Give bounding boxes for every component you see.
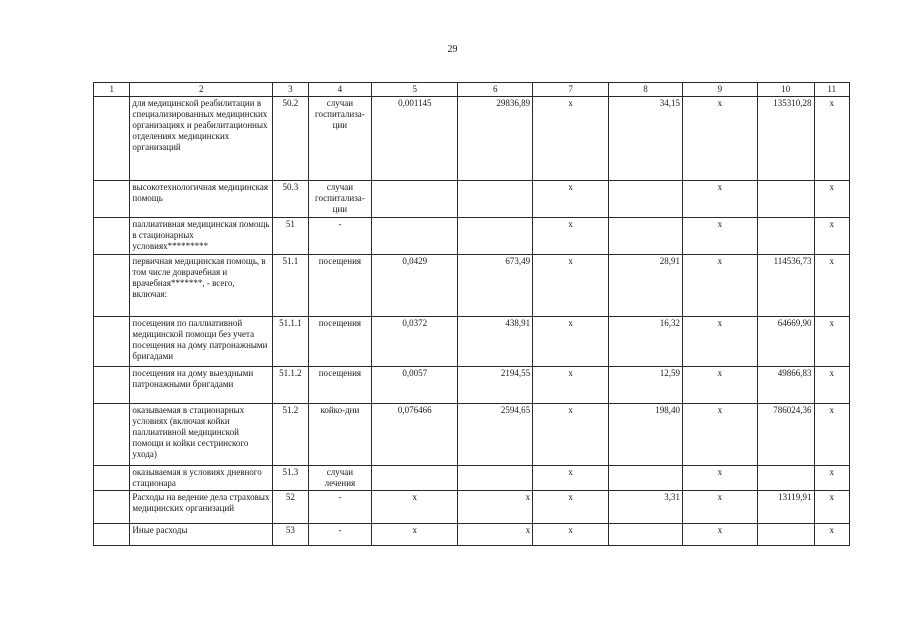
cell-col-9: х <box>682 255 757 317</box>
cell-col-6 <box>458 181 533 218</box>
cell-col-9: х <box>682 524 757 546</box>
cell-row-number: 50.3 <box>273 181 308 218</box>
table-row <box>94 97 850 181</box>
cell-col-7: х <box>533 218 609 255</box>
cell-col-7: х <box>533 466 609 491</box>
cell-col-10: 64669,90 <box>757 317 814 367</box>
table-row <box>94 367 850 404</box>
cell-col-9: х <box>682 218 757 255</box>
cell-col-6: 673,49 <box>458 255 533 317</box>
cell-col-10 <box>757 181 814 218</box>
cell-row-number: 51.2 <box>273 404 308 466</box>
table-row <box>94 466 850 491</box>
cell-unit: - <box>308 491 372 524</box>
cell-col-9: х <box>682 404 757 466</box>
header-cell: 2 <box>130 83 273 97</box>
cell-col-9: х <box>682 491 757 524</box>
cell-col-8: 16,32 <box>609 317 683 367</box>
cell-unit: посещения <box>308 367 372 404</box>
cell-col-6 <box>458 466 533 491</box>
cell-col-8: 28,91 <box>609 255 683 317</box>
cell-index <box>94 317 130 367</box>
cell-col-11: х <box>814 404 850 466</box>
cell-unit: посещения <box>308 317 372 367</box>
cell-col-7: х <box>533 491 609 524</box>
cell-col-5 <box>372 181 458 218</box>
cell-index <box>94 255 130 317</box>
cell-description: посещения на дому выездными патронажными бригадами <box>130 367 273 404</box>
cell-col-9: х <box>682 181 757 218</box>
cell-col-9: х <box>682 367 757 404</box>
cell-col-6: 438,91 <box>458 317 533 367</box>
header-cell: 8 <box>609 83 683 97</box>
cell-description: высокотехнологичная медицинская помощь <box>130 181 273 218</box>
cell-col-5: 0,076466 <box>372 404 458 466</box>
cell-description: первичная медицинская помощь, в том числе доврачебная и врачебная*******, - всего, включая: <box>130 255 273 317</box>
cell-col-8: 34,15 <box>609 97 683 181</box>
cell-col-6: х <box>458 491 533 524</box>
cell-row-number: 51.3 <box>273 466 308 491</box>
cell-col-11: х <box>814 181 850 218</box>
header-cell: 11 <box>814 83 850 97</box>
cell-col-6: 2594,65 <box>458 404 533 466</box>
cell-col-5 <box>372 218 458 255</box>
cell-col-5: 0,0429 <box>372 255 458 317</box>
cell-unit: - <box>308 524 372 546</box>
cell-col-11: х <box>814 524 850 546</box>
cell-description: Иные расходы <box>130 524 273 546</box>
cell-description: паллиативная медицинская помощь в стационарных условиях********* <box>130 218 273 255</box>
cell-row-number: 51.1 <box>273 255 308 317</box>
cell-row-number: 53 <box>273 524 308 546</box>
cell-col-8: 3,31 <box>609 491 683 524</box>
cell-index <box>94 367 130 404</box>
cell-col-6: х <box>458 524 533 546</box>
cell-col-8 <box>609 181 683 218</box>
cell-col-5: 0,0372 <box>372 317 458 367</box>
cell-col-7: х <box>533 524 609 546</box>
cell-col-6: 2194,55 <box>458 367 533 404</box>
header-row <box>94 83 850 97</box>
cell-unit: - <box>308 218 372 255</box>
header-cell: 7 <box>533 83 609 97</box>
cell-row-number: 51.1.2 <box>273 367 308 404</box>
cell-unit: случаи лечения <box>308 466 372 491</box>
cell-row-number: 50.2 <box>273 97 308 181</box>
cell-unit: посещения <box>308 255 372 317</box>
cell-col-5: 0,001145 <box>372 97 458 181</box>
header-cell: 1 <box>94 83 130 97</box>
cell-col-9: х <box>682 97 757 181</box>
cell-index <box>94 524 130 546</box>
cell-col-11: х <box>814 97 850 181</box>
cell-col-8 <box>609 218 683 255</box>
cell-index <box>94 97 130 181</box>
page-number: 29 <box>447 44 458 55</box>
cell-col-5: х <box>372 491 458 524</box>
cell-col-8: 198,40 <box>609 404 683 466</box>
header-cell: 5 <box>372 83 458 97</box>
table-row <box>94 491 850 524</box>
cell-col-5 <box>372 466 458 491</box>
cell-col-8 <box>609 466 683 491</box>
table-row <box>94 181 850 218</box>
cell-unit: случаи госпитализа-ции <box>308 181 372 218</box>
cell-col-10: 786024,36 <box>757 404 814 466</box>
cell-col-10 <box>757 466 814 491</box>
cell-col-6 <box>458 218 533 255</box>
cell-col-11: х <box>814 317 850 367</box>
cell-col-11: х <box>814 491 850 524</box>
cell-col-10 <box>757 524 814 546</box>
header-cell: 10 <box>757 83 814 97</box>
cell-col-7: х <box>533 97 609 181</box>
cell-col-10: 135310,28 <box>757 97 814 181</box>
cell-unit: случаи госпитализа-ции <box>308 97 372 181</box>
cell-index <box>94 404 130 466</box>
cell-col-7: х <box>533 255 609 317</box>
cell-col-10 <box>757 218 814 255</box>
table-row <box>94 218 850 255</box>
cell-description: посещения по паллиативной медицинской помощи без учета посещения на дому патронажными бригадами <box>130 317 273 367</box>
cell-index <box>94 466 130 491</box>
cell-description: оказываемая в стационарных условиях (включая койки паллиативной медицинской помощи и койки сестринского ухода) <box>130 404 273 466</box>
cell-row-number: 51.1.1 <box>273 317 308 367</box>
cell-col-9: х <box>682 317 757 367</box>
cell-col-11: х <box>814 218 850 255</box>
cell-col-7: х <box>533 367 609 404</box>
cell-col-11: х <box>814 255 850 317</box>
cell-index <box>94 218 130 255</box>
header-cell: 4 <box>308 83 372 97</box>
cell-description: для медицинской реабилитации в специализированных медицинских организациях и реабилитационных отделениях медицинских организаций <box>130 97 273 181</box>
cell-col-8: 12,59 <box>609 367 683 404</box>
cell-col-10: 114536,73 <box>757 255 814 317</box>
header-cell: 9 <box>682 83 757 97</box>
cell-description: оказываемая в условиях дневного стационара <box>130 466 273 491</box>
cell-col-10: 49866,83 <box>757 367 814 404</box>
cell-row-number: 52 <box>273 491 308 524</box>
cell-col-9: х <box>682 466 757 491</box>
cell-col-7: х <box>533 404 609 466</box>
table-row <box>94 524 850 546</box>
cell-col-11: х <box>814 466 850 491</box>
table-row <box>94 255 850 317</box>
cell-col-5: х <box>372 524 458 546</box>
cell-col-6: 29836,89 <box>458 97 533 181</box>
financial-table <box>93 82 850 546</box>
cell-col-7: х <box>533 181 609 218</box>
header-cell: 6 <box>458 83 533 97</box>
cell-unit: койко-дни <box>308 404 372 466</box>
cell-description: Расходы на ведение дела страховых медицинских организаций <box>130 491 273 524</box>
cell-index <box>94 491 130 524</box>
cell-col-8 <box>609 524 683 546</box>
cell-col-5: 0,0057 <box>372 367 458 404</box>
table-row <box>94 317 850 367</box>
cell-col-7: х <box>533 317 609 367</box>
cell-col-10: 13119,91 <box>757 491 814 524</box>
header-cell: 3 <box>273 83 308 97</box>
cell-col-11: х <box>814 367 850 404</box>
cell-index <box>94 181 130 218</box>
table-row <box>94 404 850 466</box>
cell-row-number: 51 <box>273 218 308 255</box>
